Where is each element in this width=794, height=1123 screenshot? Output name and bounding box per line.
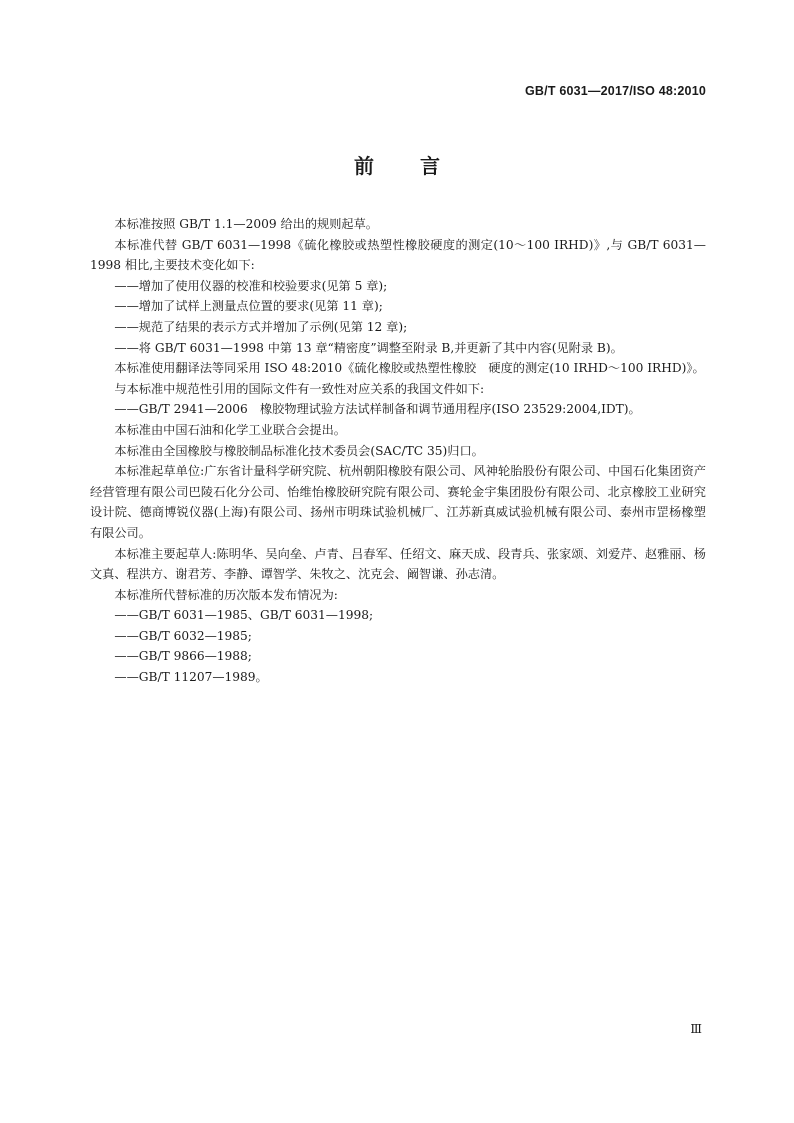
paragraph-drafters: 本标准主要起草人:陈明华、吴向垒、卢青、吕春军、任绍文、麻天成、段青兵、张家颂、刘爱芹、赵雅丽、杨文真、程洪方、谢君芳、李静、谭智学、朱牧之、沈克会、阚智谦、孙志清。: [90, 546, 706, 582]
previous-edition-item: ——GB/T 11207—1989。: [114, 670, 268, 685]
paragraph-proposed-by: 本标准由中国石油和化学工业联合会提出。: [114, 422, 346, 437]
change-item-result-expression: ——规范了结果的表示方式并增加了示例(见第 12 章);: [114, 319, 408, 334]
paragraph-drafting-rules: 本标准按照 GB/T 1.1—2009 给出的规则起草。: [114, 217, 378, 231]
change-item-measuring-points: ——增加了试样上测量点位置的要求(见第 11 章);: [114, 299, 383, 314]
normative-ref-item: ——GB/T 2941—2006 橡胶物理试验方法试样制备和调节通用程序(ISO 23529:2004,IDT)。: [114, 402, 641, 417]
paragraph-previous-editions-intro: 本标准所代替标准的历次版本发布情况为:: [114, 587, 338, 602]
change-item-calibration: ——增加了使用仪器的校准和校验要求(见第 5 章);: [114, 278, 388, 293]
page-title: 前言: [354, 154, 486, 178]
previous-edition-item: ——GB/T 9866—1988;: [114, 649, 252, 664]
standard-code: GB/T 6031—2017/ISO 48:2010: [525, 84, 706, 98]
previous-edition-item: ——GB/T 6031—1985、GB/T 6031—1998;: [114, 608, 374, 623]
paragraph-normative-refs-intro: 与本标准中规范性引用的国际文件有一致性对应关系的我国文件如下:: [114, 381, 485, 396]
paragraph-adoption: 本标准使用翻译法等同采用 ISO 48:2010《硫化橡胶或热塑性橡胶 硬度的测定(10 IRHD～100 IRHD)》。: [114, 361, 705, 376]
paragraph-drafting-organizations: 本标准起草单位:广东省计量科学研究院、杭州朝阳橡胶有限公司、风神轮胎股份有限公司、中国石化集团资产经营管理有限公司巴陵石化分公司、怡维怡橡胶研究院有限公司、赛轮金宇集团股份有限公司、北京橡胶工业研究设计院、德商博锐仪器(上海)有限公司、扬州市明珠试验机械厂、江苏新真威试验机械有限公司、泰州市罡杨橡塑有限公司。: [90, 464, 706, 540]
paragraph-centralized-by: 本标准由全国橡胶与橡胶制品标准化技术委员会(SAC/TC 35)归口。: [114, 443, 484, 458]
foreword-body: [90, 214, 706, 688]
previous-edition-item: ——GB/T 6032—1985;: [114, 628, 252, 643]
paragraph-replacement: 本标准代替 GB/T 6031—1998《硫化橡胶或热塑性橡胶硬度的测定(10～100 IRHD)》,与 GB/T 6031—1998 相比,主要技术变化如下:: [90, 237, 706, 273]
change-item-precision: ——将 GB/T 6031—1998 中第 13 章“精密度”调整至附录 B,并更新了其中内容(见附录 B)。: [114, 340, 623, 355]
page-number: Ⅲ: [690, 1022, 702, 1036]
